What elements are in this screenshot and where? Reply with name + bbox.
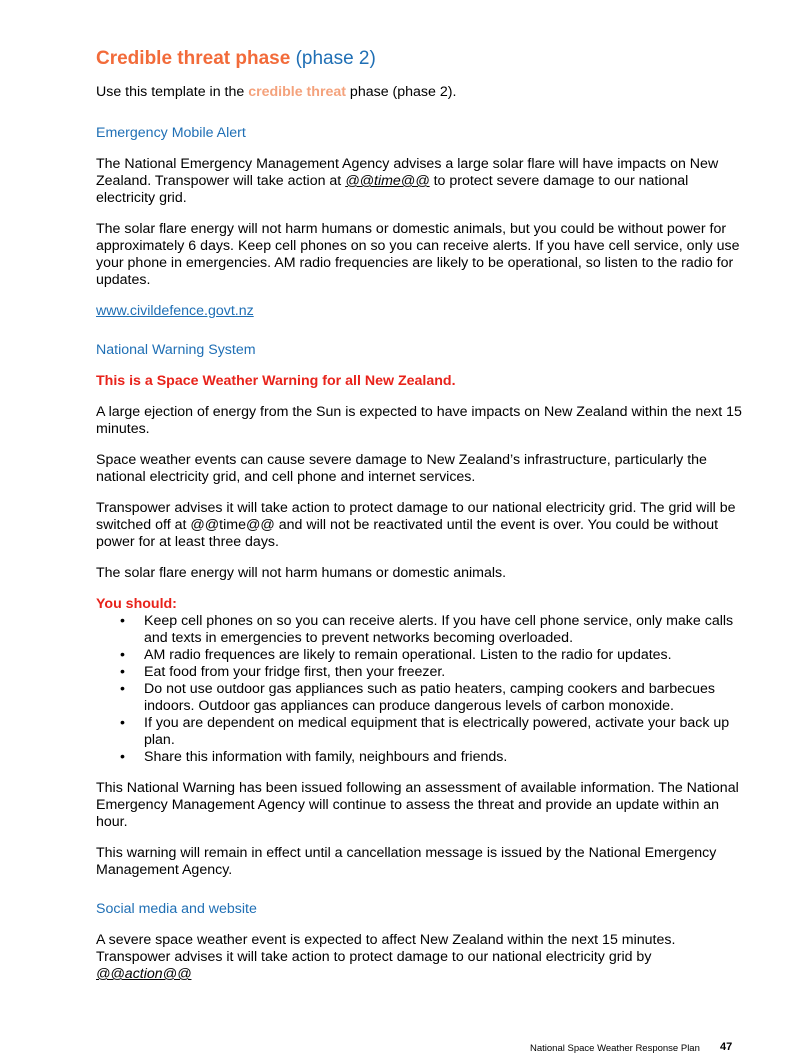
- action-placeholder: @@action@@: [96, 966, 192, 982]
- list-item: • Keep cell phones on so you can receive alerts. If you have cell phone service, only make calls and texts in emergencies to prevent networks becoming overloaded.: [144, 613, 746, 647]
- civildefence-link-paragraph: [96, 303, 746, 320]
- list-item: • Do not use outdoor gas appliances such as patio heaters, camping cookers and barbecues indoors. Outdoor gas appliances can produce dangerous levels of carbon monoxide.: [144, 681, 746, 715]
- time-placeholder: @@time@@: [345, 173, 430, 189]
- ema-paragraph-1: [96, 156, 746, 207]
- intro-after: phase (phase 2).: [345, 84, 457, 100]
- list-item: • AM radio frequences are likely to remain operational. Listen to the radio for updates.: [144, 647, 746, 664]
- nws-paragraph-2: Space weather events can cause severe damage to New Zealand’s infrastructure, particularly the national electricity grid, and cell phone and internet services.: [96, 452, 707, 485]
- social-heading: Social media and website: [96, 901, 257, 917]
- civildefence-link[interactable]: www.civildefence.govt.nz: [96, 303, 254, 319]
- list-item: • If you are dependent on medical equipment that is electrically powered, activate your back up plan.: [144, 715, 746, 749]
- title-text: Credible threat phase: [96, 48, 291, 69]
- advice-list: [96, 613, 746, 766]
- nws-heading: National Warning System: [96, 342, 256, 358]
- nws-paragraph-4: The solar flare energy will not harm humans or domestic animals.: [96, 565, 507, 581]
- you-should-heading: You should:: [96, 596, 177, 612]
- nws-paragraph-5: This National Warning has been issued following an assessment of available information. The National Emergency Management Agency will continue to assess the threat and provide an update within an hour.: [96, 780, 739, 830]
- list-item: • Eat food from your fridge first, then your freezer.: [144, 664, 746, 681]
- social-p1: A severe space weather event is expected to affect New Zealand within the next 15 minutes. Transpower advises it will take action to protect damage to our national electricity grid by: [96, 932, 676, 965]
- nws-paragraph-1: A large ejection of energy from the Sun is expected to have impacts on New Zealand within the next 15 minutes.: [96, 404, 742, 437]
- nws-warning: This is a Space Weather Warning for all New Zealand.: [96, 373, 456, 389]
- ema-p1-before: The National Emergency Management Agency advises a large solar flare will have impacts on New Zealand. Transpower will take action at: [96, 156, 719, 189]
- intro-paragraph: [96, 84, 746, 101]
- list-item: • Share this information with family, neighbours and friends.: [144, 749, 746, 766]
- nws-paragraph-3: Transpower advises it will take action to protect damage to our national electricity grid. The grid will be switched off at @@time@@ and will not be reactivated until the event is over. You could be without power for at least three days.: [96, 500, 736, 550]
- page-title: [96, 48, 746, 70]
- footer-doc-title: National Space Weather Response Plan: [530, 1043, 700, 1054]
- social-paragraph: [96, 932, 746, 983]
- title-phase: (phase 2): [295, 48, 376, 69]
- ema-heading: Emergency Mobile Alert: [96, 125, 246, 141]
- ema-p1-after: to protect severe damage to our national electricity grid.: [96, 173, 689, 206]
- nws-paragraph-6: This warning will remain in effect until a cancellation message is issued by the National Emergency Management Agency.: [96, 845, 717, 878]
- ema-paragraph-2: The solar flare energy will not harm humans or domestic animals, but you could be without power for approximately 6 days. Keep cell phones on so you can receive alerts. If you have cell service, only use your phone in emergencies. AM radio frequencies are likely to be operational, so listen to the radio for updates.: [96, 221, 740, 288]
- intro-before: Use this template in the: [96, 84, 249, 100]
- page-number: 47: [720, 1041, 733, 1053]
- intro-highlight: credible threat: [248, 84, 346, 100]
- document-page: [96, 48, 746, 997]
